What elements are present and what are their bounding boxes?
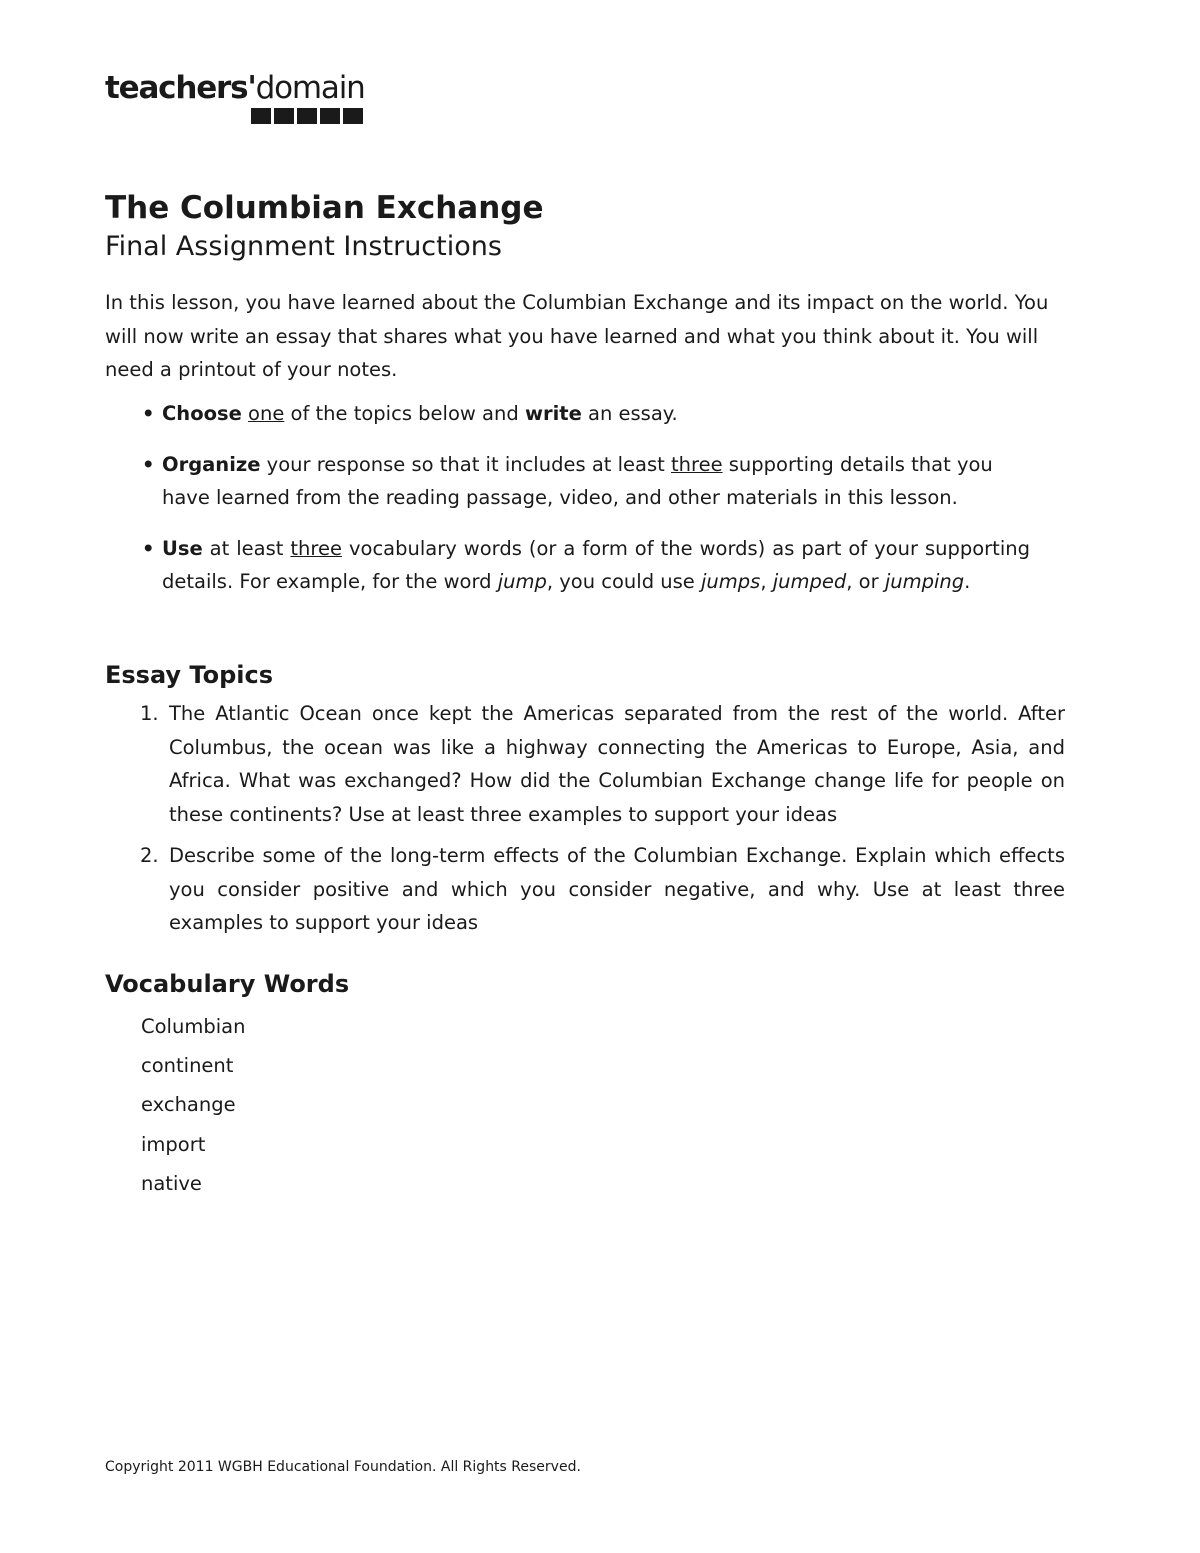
vocabulary-list bbox=[141, 1007, 245, 1203]
bullet-icon: • bbox=[142, 536, 155, 560]
logo-square bbox=[251, 108, 271, 124]
example-word: jump bbox=[497, 570, 547, 593]
instruction-text: , bbox=[760, 570, 773, 593]
topic-text: Describe some of the long-term effects of the Columbian Exchange. Explain which effects you consider positive and which you consider negative, and why. Use at least three examples to support your ideas bbox=[169, 844, 1065, 934]
instruction-text: at least bbox=[202, 536, 291, 560]
logo-square bbox=[320, 108, 340, 124]
logo-square bbox=[274, 108, 294, 124]
instruction-text: vocabulary words (or a form of the words) as part of your supporting details. For example, for the word bbox=[162, 536, 1030, 593]
instruction-list bbox=[140, 397, 1030, 616]
example-word: jumped bbox=[772, 570, 847, 593]
logo-word-domain: domain bbox=[255, 70, 365, 106]
logo-square bbox=[343, 108, 363, 124]
vocabulary-word: continent bbox=[141, 1054, 234, 1078]
topic-number: 2. bbox=[140, 844, 159, 867]
vocabulary-word: Columbian bbox=[141, 1015, 246, 1038]
logo-squares-icon bbox=[251, 108, 363, 124]
instruction-item-choose bbox=[140, 397, 1030, 431]
instruction-underline: three bbox=[670, 452, 723, 476]
instruction-underline: one bbox=[248, 402, 285, 425]
vocabulary-word: import bbox=[141, 1132, 206, 1156]
instruction-text: , or bbox=[846, 570, 885, 593]
essay-topic-item bbox=[140, 697, 1065, 831]
instruction-item-organize bbox=[140, 448, 1030, 515]
instruction-keyword: write bbox=[524, 402, 582, 425]
bullet-icon: • bbox=[142, 452, 155, 476]
instruction-text: supporting details that you have learned from the reading passage, video, and other materials in this lesson. bbox=[162, 452, 993, 509]
instruction-text: an essay. bbox=[581, 402, 678, 425]
copyright-footer: Copyright 2011 WGBH Educational Foundation. All Rights Reserved. bbox=[105, 1459, 581, 1475]
example-word: jumping bbox=[884, 570, 965, 593]
logo-wordmark bbox=[105, 70, 365, 106]
instruction-keyword: Use bbox=[162, 536, 203, 560]
vocabulary-word: native bbox=[141, 1171, 202, 1195]
topic-text: The Atlantic Ocean once kept the Americas separated from the rest of the world. After Columbus, the ocean was like a highway connecting the Americas to Europe, Asia, and Africa. What was exchanged? How did the Columbian Exchange change life for people on these continents? Use at least three examples to support your ideas bbox=[169, 702, 1065, 826]
vocabulary-word: exchange bbox=[141, 1093, 236, 1117]
instruction-text: . bbox=[964, 570, 971, 593]
teachers-domain-logo bbox=[105, 70, 365, 128]
instruction-text: , you could use bbox=[546, 570, 702, 593]
intro-paragraph: In this lesson, you have learned about the Columbian Exchange and its impact on the world. You will now write an essay that shares what you have learned and what you think about it. You will need a printout of your notes. bbox=[105, 291, 1049, 381]
example-word: jumps bbox=[701, 570, 761, 593]
bullet-icon: • bbox=[142, 402, 155, 425]
instruction-text: of the topics below and bbox=[284, 402, 525, 425]
topic-number: 1. bbox=[140, 702, 159, 725]
instruction-keyword: Choose bbox=[162, 402, 242, 425]
essay-topic-item bbox=[140, 839, 1065, 940]
page-title: The Columbian Exchange bbox=[105, 190, 544, 226]
instruction-keyword: Organize bbox=[162, 452, 261, 476]
page-subtitle: Final Assignment Instructions bbox=[105, 231, 502, 262]
essay-topics-heading: Essay Topics bbox=[105, 661, 274, 689]
instruction-item-use bbox=[140, 532, 1030, 599]
essay-topics-list bbox=[140, 697, 1065, 948]
logo-word-teachers: teachers' bbox=[105, 70, 256, 106]
logo-square bbox=[297, 108, 317, 124]
instruction-underline: three bbox=[290, 536, 342, 560]
vocabulary-heading: Vocabulary Words bbox=[105, 970, 350, 998]
instruction-text: your response so that it includes at least bbox=[260, 452, 671, 476]
